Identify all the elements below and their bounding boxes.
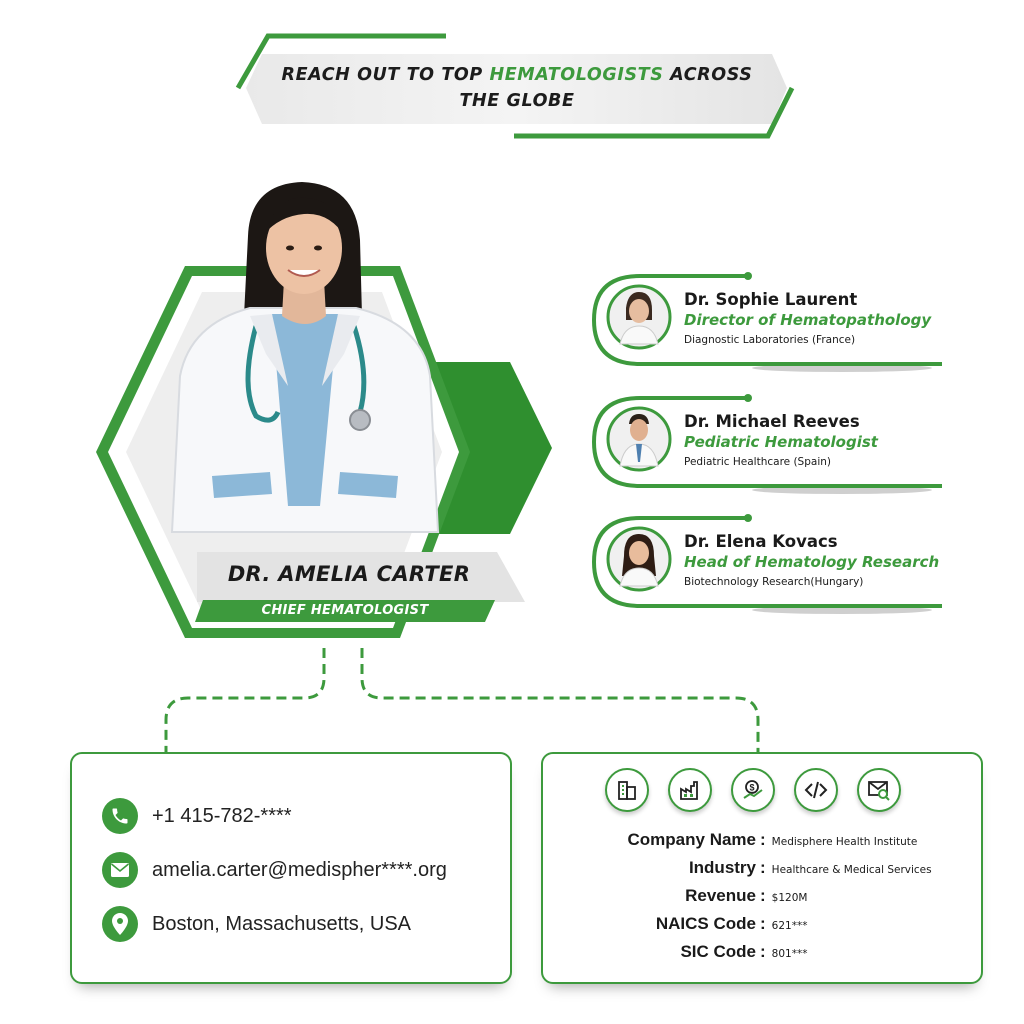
email-address: amelia.carter@medispher****.org xyxy=(152,858,447,881)
doctor-card[interactable] xyxy=(592,394,944,494)
title-highlight: HEMATOLOGISTS xyxy=(489,65,664,85)
company-name-row: Company Name : Medisphere Health Institute xyxy=(543,830,985,850)
title-plate xyxy=(195,600,495,622)
doctor-avatar xyxy=(606,284,672,350)
sic-value: 801*** xyxy=(771,948,808,960)
industry-icon xyxy=(668,768,712,812)
sic-row: SIC Code : 801*** xyxy=(543,942,985,962)
info-label: SIC Code xyxy=(680,942,756,961)
phone-number: +1 415-782-**** xyxy=(152,804,292,827)
doctor-card[interactable] xyxy=(592,272,944,372)
mail-search-icon xyxy=(857,768,901,812)
doctor-org: Diagnostic Laboratories (France) xyxy=(684,334,856,346)
doctor-avatar xyxy=(606,406,672,472)
doctor-org: Biotechnology Research(Hungary) xyxy=(684,576,864,588)
email-icon xyxy=(102,852,138,888)
location-pin-icon xyxy=(102,906,138,942)
naics-row: NAICS Code : 621*** xyxy=(543,914,985,934)
building-icon xyxy=(605,768,649,812)
svg-text:$: $ xyxy=(749,782,755,793)
company-icon-row xyxy=(605,768,920,812)
doctor-avatar xyxy=(606,526,672,592)
phone-row[interactable] xyxy=(102,798,292,834)
name-plate xyxy=(197,552,525,602)
main-doctor-photo xyxy=(160,176,450,541)
doctor-name: Dr. Michael Reeves xyxy=(684,412,860,431)
industry-row: Industry : Healthcare & Medical Services xyxy=(543,858,985,878)
code-icon xyxy=(794,768,838,812)
info-label: Revenue xyxy=(685,886,756,905)
profile-name: DR. AMELIA CARTER xyxy=(227,562,471,586)
info-label: Industry xyxy=(688,858,756,877)
profile-title: CHIEF HEMATOLOGIST xyxy=(261,603,429,618)
doctor-role: Head of Hematology Research xyxy=(684,553,940,571)
title-part2: ACROSS xyxy=(663,65,753,85)
doctor-name: Dr. Sophie Laurent xyxy=(684,290,858,309)
revenue-icon xyxy=(731,768,775,812)
doctor-role: Pediatric Hematologist xyxy=(684,433,878,451)
company-info-box xyxy=(541,752,983,984)
doctor-name: Dr. Elena Kovacs xyxy=(684,532,838,551)
title-part1: REACH OUT TO TOP xyxy=(281,65,490,85)
location-row xyxy=(102,906,411,942)
doctor-org: Pediatric Healthcare (Spain) xyxy=(684,456,831,468)
info-label: Company Name xyxy=(627,830,756,849)
doctor-role: Director of Hematopathology xyxy=(684,311,932,329)
title-line2: THE GLOBE xyxy=(459,91,575,111)
doctor-card[interactable] xyxy=(592,514,944,614)
naics-value: 621*** xyxy=(771,920,808,932)
info-label: NAICS Code xyxy=(655,914,756,933)
contact-box xyxy=(70,752,512,984)
revenue-value: $120M xyxy=(771,892,808,904)
revenue-row: Revenue : $120M xyxy=(543,886,985,906)
location: Boston, Massachusetts, USA xyxy=(152,912,412,935)
industry-value: Healthcare & Medical Services xyxy=(771,864,932,876)
email-row[interactable] xyxy=(102,852,447,888)
company-name-value: Medisphere Health Institute xyxy=(771,836,918,848)
phone-icon xyxy=(102,798,138,834)
